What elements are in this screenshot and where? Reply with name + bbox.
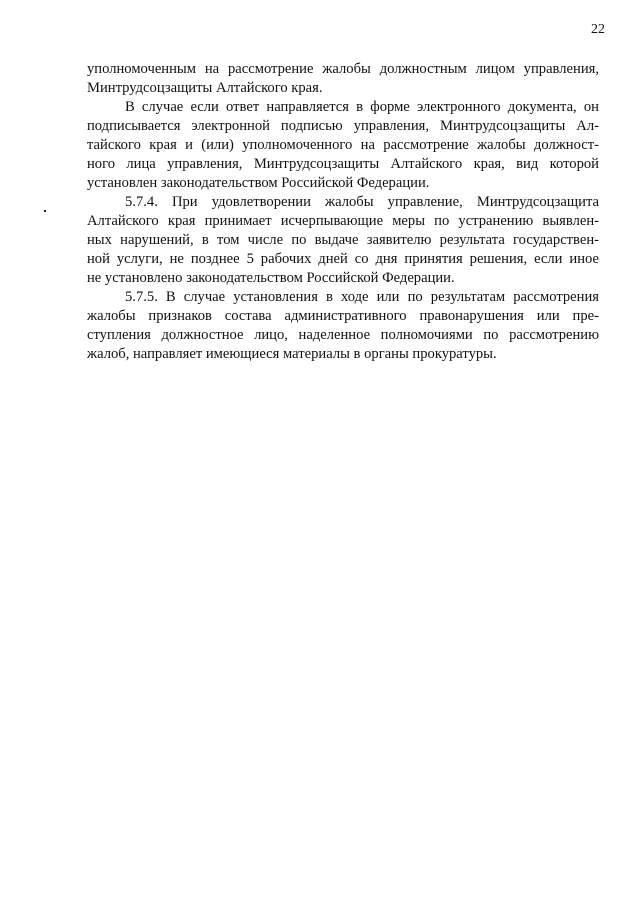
text-line: В случае если ответ направляется в форме электронного документа, он bbox=[125, 99, 599, 115]
text-line: подписывается электронной подписью управления, Минтрудсоцзащиты Ал- bbox=[87, 118, 599, 134]
text-line: жалобы признаков состава административного правонарушения или пре- bbox=[87, 308, 599, 324]
text-line: Алтайского края принимает исчерпывающие меры по устранению выявлен- bbox=[87, 213, 599, 229]
text-line: тайского края и (или) уполномоченного на рассмотрение жалобы должност- bbox=[87, 137, 599, 153]
text-line: жалоб, направляет имеющиеся материалы в органы прокуратуры. bbox=[87, 346, 497, 362]
text-line: 5.7.4. При удовлетворении жалобы управление, Минтрудсоцзащита bbox=[125, 194, 599, 210]
text-line: не установлено законодательством Российской Федерации. bbox=[87, 270, 455, 286]
text-line: Минтрудсоцзащиты Алтайского края. bbox=[87, 80, 323, 96]
text-line: ного лица управления, Минтрудсоцзащиты Алтайского края, вид которой bbox=[87, 156, 599, 172]
paragraph-3 bbox=[87, 193, 599, 288]
document-body bbox=[87, 60, 599, 364]
paragraph-1 bbox=[87, 60, 599, 98]
margin-mark bbox=[44, 210, 46, 212]
page-number: 22 bbox=[591, 22, 605, 37]
text-line: ных нарушений, в том числе по выдаче заявителю результата государствен- bbox=[87, 232, 599, 248]
paragraph-2 bbox=[87, 98, 599, 193]
text-line: уполномоченным на рассмотрение жалобы должностным лицом управления, bbox=[87, 61, 599, 77]
text-line: 5.7.5. В случае установления в ходе или по результатам рассмотрения bbox=[125, 289, 599, 305]
text-line: ступления должностное лицо, наделенное полномочиями по рассмотрению bbox=[87, 327, 599, 343]
text-line: ной услуги, не позднее 5 рабочих дней со дня принятия решения, если иное bbox=[87, 251, 599, 267]
text-line: установлен законодательством Российской Федерации. bbox=[87, 175, 430, 191]
paragraph-4 bbox=[87, 288, 599, 364]
